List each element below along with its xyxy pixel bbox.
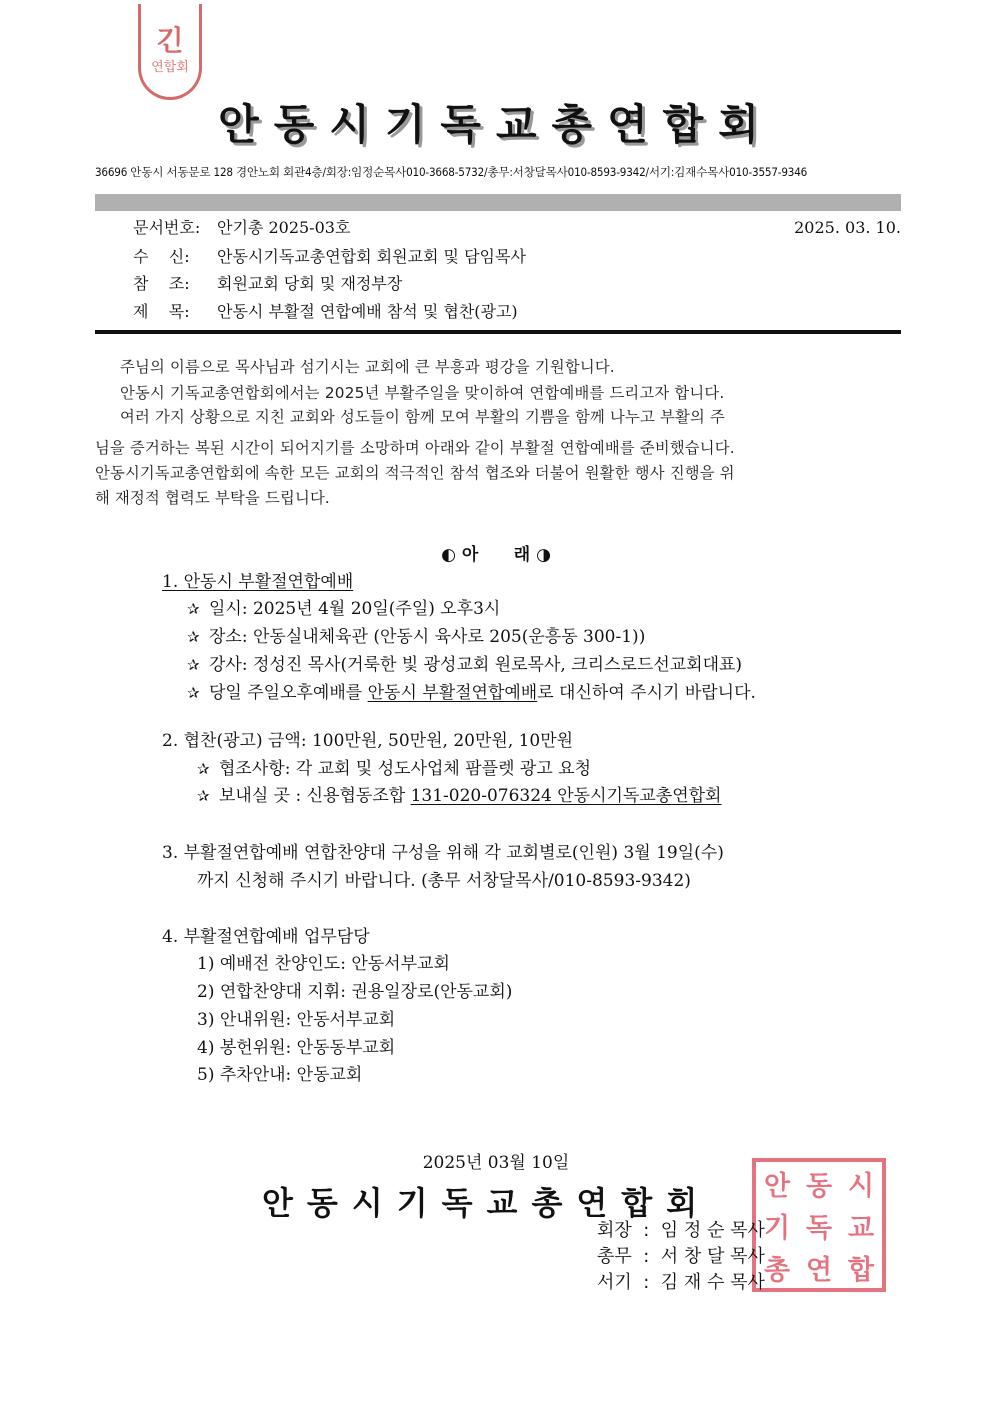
- star-bullet-icon: ✰: [187, 656, 200, 674]
- officer-role: 서기: [597, 1272, 632, 1293]
- duty-item: 2) 연합찬양대 지휘: 권용일장로(안동교회): [197, 982, 513, 1002]
- subject-row: [95, 300, 901, 324]
- top-seal-char: 긴: [156, 24, 184, 57]
- officer-sep: :: [643, 1220, 650, 1241]
- seal-char: 합: [847, 1254, 875, 1286]
- section-2-request: [197, 756, 591, 782]
- event-speaker-text: 강사: 정성진 목사(거룩한 빛 광성교회 원로목사, 크리스로드선교회대표): [209, 655, 743, 675]
- official-seal-stamp: [752, 1158, 886, 1292]
- section-1-place: [187, 624, 645, 650]
- footer-org-name: 안동시기독교총연합회: [262, 1184, 712, 1222]
- body-line-1: 여러 가지 상황으로 지친 교회와 성도들이 함께 모여 부활의 기쁨을 함께 나누고 부활의 주: [120, 408, 725, 426]
- officer-name: 임 정 순 목사: [660, 1220, 765, 1241]
- recipient-row: [95, 245, 901, 269]
- duty-item: 1) 예배전 찬양인도: 안동서부교회: [197, 954, 450, 974]
- duty-item: 5) 추차안내: 안동교회: [197, 1065, 363, 1085]
- doc-number-label: 문서번호:: [133, 218, 201, 237]
- seal-char: 독: [805, 1212, 833, 1244]
- note-text-underlined: 안동시 부활절연합예배: [367, 683, 538, 703]
- top-seal-text: 연합회: [151, 60, 189, 75]
- notice-heading: ◐ 아 래 ◑: [441, 545, 551, 565]
- officer-clerk: [597, 1270, 765, 1296]
- star-bullet-icon: ✰: [187, 684, 200, 702]
- seal-char: 동: [805, 1170, 833, 1202]
- section-1-title-text: 1. 안동시 부활절연합예배: [162, 572, 354, 592]
- officer-sep: :: [643, 1246, 650, 1267]
- seal-char: 연: [805, 1254, 833, 1286]
- officer-name: 김 재 수 목사: [660, 1272, 765, 1293]
- section-2-title: 2. 협찬(광고) 금액: 100만원, 50만원, 20만원, 10만원: [162, 731, 574, 751]
- body-line-2: 님을 증거하는 복된 시간이 되어지기를 소망하며 아래와 같이 부활절 연합예배를 준비했습니다.: [95, 439, 735, 457]
- subject-label: 제 목:: [133, 302, 190, 321]
- event-place-text: 장소: 안동실내체육관 (안동시 육사로 205(운흥동 300-1)): [209, 627, 646, 647]
- footer-date: 2025년 03월 10일: [422, 1153, 570, 1173]
- section-1-note: [187, 680, 756, 706]
- section-1-speaker: [187, 652, 742, 678]
- officer-name: 서 창 달 목사: [660, 1246, 765, 1267]
- letterhead-address: 36696 안동시 서동문로 128 경안노회 회관4층/회장:임정순목사010-3668-5732/총무:서창달목사010-8593-9342/서기:김재수목사010-3557-9346: [95, 165, 808, 179]
- star-bullet-icon: ✰: [197, 760, 210, 778]
- duty-item: 4) 봉헌위원: 안동동부교회: [197, 1038, 396, 1058]
- star-bullet-icon: ✰: [197, 787, 210, 805]
- seal-char: 기: [763, 1212, 791, 1244]
- section-2-account: [197, 783, 721, 809]
- officer-secretary-general: [597, 1244, 765, 1270]
- star-bullet-icon: ✰: [187, 600, 200, 618]
- subject-divider: [95, 330, 901, 334]
- note-text-post: 로 대신하여 주시기 바랍니다.: [537, 683, 756, 703]
- header-divider-bar: [95, 194, 901, 211]
- letterhead-title: 안동시기독교총연합회: [218, 100, 774, 149]
- top-seal-stamp: [138, 4, 202, 100]
- officer-role: 회장: [597, 1220, 632, 1241]
- body-line-3: 안동시기독교총연합회에 속한 모든 교회의 적극적인 참석 협조와 더불어 원활한 행사 진행을 위: [95, 464, 735, 482]
- star-bullet-icon: ✰: [187, 628, 200, 646]
- doc-date: 2025. 03. 10.: [794, 218, 901, 237]
- event-date-text: 일시: 2025년 4월 20일(주일) 오후3시: [209, 599, 501, 619]
- officer-role: 총무: [597, 1246, 632, 1267]
- reference-row: [95, 272, 901, 296]
- reference-value: 회원교회 당회 및 재정부장: [217, 274, 403, 293]
- seal-char: 교: [847, 1212, 875, 1244]
- intro-paragraph: 안동시 기독교총연합회에서는 2025년 부활주일을 맞이하여 연합예배를 드리고자 합니다.: [120, 384, 725, 402]
- recipient-value: 안동시기독교총연합회 회원교회 및 담임목사: [217, 247, 526, 266]
- greeting-paragraph: 주님의 이름으로 목사님과 섬기시는 교회에 큰 부흥과 평강을 기원합니다.: [120, 358, 615, 376]
- recipient-label: 수 신:: [133, 247, 190, 266]
- account-label: 보내실 곳 : 신용협동조합: [219, 786, 411, 806]
- body-line-4: 해 재정적 협력도 부탁을 드립니다.: [95, 489, 330, 507]
- officer-president: [597, 1218, 765, 1244]
- seal-char: 총: [763, 1254, 791, 1286]
- section-4-title: 4. 부활절연합예배 업무담당: [162, 927, 370, 947]
- section-1-date: [187, 596, 500, 622]
- seal-char: 시: [847, 1170, 875, 1202]
- doc-number-value: 안기총 2025-03호: [217, 218, 351, 237]
- sponsor-request-text: 협조사항: 각 교회 및 성도사업체 팜플렛 광고 요청: [219, 759, 591, 779]
- seal-char: 안: [763, 1170, 791, 1202]
- duty-item: 3) 안내위원: 안동서부교회: [197, 1010, 396, 1030]
- subject-value: 안동시 부활절 연합예배 참석 및 협찬(광고): [217, 302, 518, 321]
- doc-number-row: [95, 216, 901, 240]
- officer-sep: :: [643, 1272, 650, 1293]
- bank-account-number: 131-020-076324 안동시기독교총연합회: [410, 786, 722, 806]
- section-1-title: [162, 569, 353, 595]
- reference-label: 참 조:: [133, 274, 190, 293]
- section-3-line-1: 3. 부활절연합예배 연합찬양대 구성을 위해 각 교회별로(인원) 3월 19일(수): [162, 843, 724, 863]
- note-text-pre: 당일 주일오후예배를: [209, 683, 368, 703]
- section-3-line-2: 까지 신청해 주시기 바랍니다. (총무 서창달목사/010-8593-9342): [197, 871, 691, 891]
